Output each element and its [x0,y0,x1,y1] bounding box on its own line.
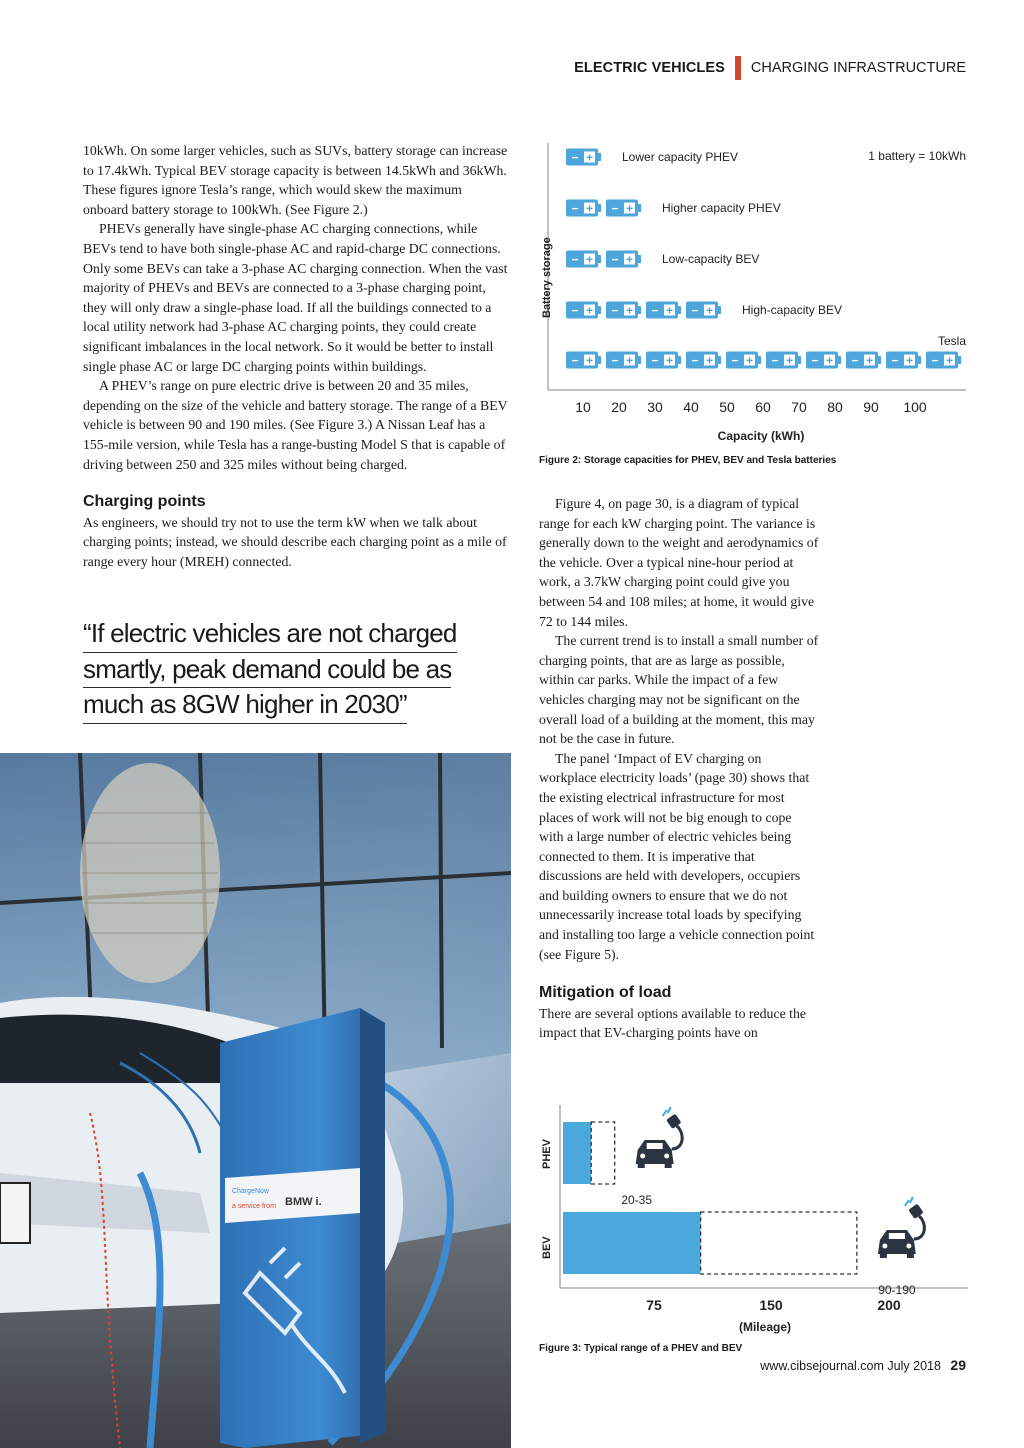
x-tick-label: 75 [646,1297,662,1313]
paragraph: 10kWh. On some larger vehicles, such as SUVs, battery storage can increase to 17.4kWh. Typical BEV storage capacity is between 14.5kWh and 36kWh. These figures ignore Tesla’s range, which would skew the maximum onboard battery storage to 100kWh. (See Figure 2.) [83,143,508,217]
svg-text:−: − [691,353,699,368]
svg-text:+: + [905,353,914,368]
brand-service: a service from [232,1203,276,1210]
x-tick-label: 10 [575,399,591,415]
svg-text:+: + [625,201,634,216]
figure-2-caption: Figure 2: Storage capacities for PHEV, BEV and Tesla batteries [539,455,837,466]
x-tick-label: 200 [877,1297,901,1313]
battery-icon [566,251,601,268]
svg-text:−: − [771,353,779,368]
svg-text:+: + [705,303,714,318]
footer-date: July 2018 [887,1359,941,1373]
svg-text:+: + [665,303,674,318]
x-tick-label: 100 [903,399,927,415]
svg-text:+: + [785,353,794,368]
svg-text:−: − [611,353,619,368]
svg-text:−: − [931,353,939,368]
pull-quote [83,617,473,724]
svg-text:+: + [865,353,874,368]
svg-text:+: + [585,353,594,368]
right-column [539,494,819,1043]
range-min-bar [563,1212,701,1274]
svg-text:+: + [665,353,674,368]
battery-icon [686,352,721,369]
series-label: Higher capacity PHEV [662,201,781,215]
svg-text:−: − [611,201,619,216]
svg-text:+: + [625,353,634,368]
svg-text:+: + [945,353,954,368]
x-tick-label: 30 [647,399,663,415]
svg-text:+: + [825,353,834,368]
x-tick-label: 70 [791,399,807,415]
pull-quote-line: much as 8GW higher in 2030” [83,688,407,724]
range-min-bar [563,1122,591,1184]
svg-text:−: − [851,353,859,368]
footer-url: www.cibsejournal.com [760,1359,884,1373]
subsection-title: CHARGING INFRASTRUCTURE [750,60,966,76]
range-label: 90-190 [878,1283,916,1297]
range-bar [563,1212,873,1274]
svg-text:+: + [745,353,754,368]
svg-text:+: + [585,150,594,165]
battery-icon [806,352,841,369]
paragraph: The current trend is to install a small number of charging points, that are as large as possible, within car parks. While the impact of a few vehicles charging may not be significant on the overall load of a building at the moment, this may not be the case in future. [539,633,819,747]
x-tick-label: 50 [719,399,735,415]
paragraph: A PHEV’s range on pure electric drive is between 20 and 35 miles, depending on the size of the vehicle and battery storage. The range of a BEV vehicle is between 90 and 190 miles. (See Figure 3.) A Nissan Leaf has a 155-mile version, while Tesla has a range-busting Model S that is capable of driving between 250 and 325 miles without being charged. [83,378,508,472]
range-label: 20-35 [621,1193,653,1207]
svg-text:−: − [891,353,899,368]
brand-chargenow: ChargeNow [232,1188,269,1195]
svg-text:+: + [585,303,594,318]
battery-icon [726,352,761,369]
pull-quote-line: “If electric vehicles are not charged [83,617,457,653]
svg-text:−: − [571,201,579,216]
section-title: ELECTRIC VEHICLES [574,60,725,76]
page-footer [760,1357,966,1373]
mitigation-heading: Mitigation of load [539,984,672,1002]
battery-icon [606,302,641,319]
x-tick-label: 40 [683,399,699,415]
battery-icon [766,352,801,369]
figure-3-chart [528,1100,978,1340]
electric-car-icon [878,1197,924,1258]
y-axis-label: Battery storage [541,237,553,318]
svg-text:−: − [611,303,619,318]
svg-text:−: − [731,353,739,368]
series-label: Tesla [937,334,966,348]
battery-icon [646,352,681,369]
range-bar [563,1122,615,1184]
series-label: Low-capacity BEV [662,252,760,266]
svg-text:−: − [571,150,579,165]
svg-text:−: − [611,252,619,267]
series-label: High-capacity BEV [742,303,843,317]
charging-points-heading: Charging points [83,493,206,511]
paragraph: As engineers, we should try not to use the term kW when we talk about charging points; instead, we should describe each charging point as a mile of range every hour (MREH) connected. [83,514,507,569]
battery-icon [606,251,641,268]
paragraph: Figure 4, on page 30, is a diagram of typical range for each kW charging point. The variance is generally down to the weight and aerodynamics of the vehicle. Over a typical nine-hour period at work, a 3.7kW charging point could give you between 54 and 108 miles; at home, it would give 72 to 144 miles. [539,496,819,629]
svg-text:+: + [585,201,594,216]
svg-text:+: + [585,252,594,267]
svg-text:−: − [571,252,579,267]
battery-icon [566,302,601,319]
row-label: BEV [541,1236,553,1259]
brand-bmw: BMW i. [285,1196,322,1208]
row-label: PHEV [541,1139,553,1169]
chart-note: 1 battery = 10kWh [868,149,966,163]
pull-quote-line: smartly, peak demand could be as [83,653,451,689]
paragraph: PHEVs generally have single-phase AC charging connections, while BEVs tend to have both single-phase AC and rapid-charge DC connections. Only some BEVs can take a 3-phase AC charging connection. When the vast majority of PHEVs and BEVs are connected to a 3-phase charging point, they will only draw a single-phase load. If all the buildings connected to a local utility network had 3-phase AC charging points, they could create significant imbalances in the local network. So it would be better to install single phase AC or large DC charging points within buildings. [83,221,508,374]
header-divider [735,56,741,80]
svg-text:−: − [691,303,699,318]
left-column [83,141,508,571]
battery-icon [926,352,961,369]
series-label: Lower capacity PHEV [622,150,739,164]
battery-icon [566,352,601,369]
battery-icon [566,200,601,217]
range-max-bar [591,1122,614,1184]
x-tick-label: 150 [759,1297,783,1313]
paragraph: There are several options available to reduce the impact that EV-charging points have on [539,1005,806,1041]
svg-text:+: + [705,353,714,368]
svg-text:−: − [811,353,819,368]
svg-text:+: + [625,252,634,267]
x-tick-label: 60 [755,399,771,415]
svg-text:−: − [571,353,579,368]
battery-icon [646,302,681,319]
charging-station-photo [0,753,511,1448]
battery-icon [846,352,881,369]
page-number: 29 [950,1357,966,1373]
battery-icon [886,352,921,369]
figure-3-caption: Figure 3: Typical range of a PHEV and BEV [539,1343,743,1354]
paragraph: The panel ‘Impact of EV charging on workplace electricity loads’ (page 30) shows that the existing electrical infrastructure for most places of work will not be big enough to cope with a large number of electric vehicles being connected to them. It is imperative that discussions are held with developers, occupiers and building owners to ensure that we do not unnecessarily increase total loads by specifying and installing too large a vehicle connection point (see Figure 5). [539,750,815,962]
battery-icon [606,352,641,369]
battery-icon [606,200,641,217]
x-axis-label: Capacity (kWh) [717,429,805,443]
running-header [574,56,966,80]
battery-icon [566,149,601,166]
x-axis-label: (Mileage) [738,1320,792,1334]
figure-2-chart [520,135,980,445]
svg-text:−: − [651,353,659,368]
svg-text:−: − [651,303,659,318]
x-tick-label: 90 [863,399,879,415]
x-tick-label: 20 [611,399,627,415]
battery-icon [686,302,721,319]
x-tick-label: 80 [827,399,843,415]
electric-car-icon [636,1107,682,1168]
svg-text:+: + [625,303,634,318]
svg-text:−: − [571,303,579,318]
range-max-bar [701,1212,857,1274]
